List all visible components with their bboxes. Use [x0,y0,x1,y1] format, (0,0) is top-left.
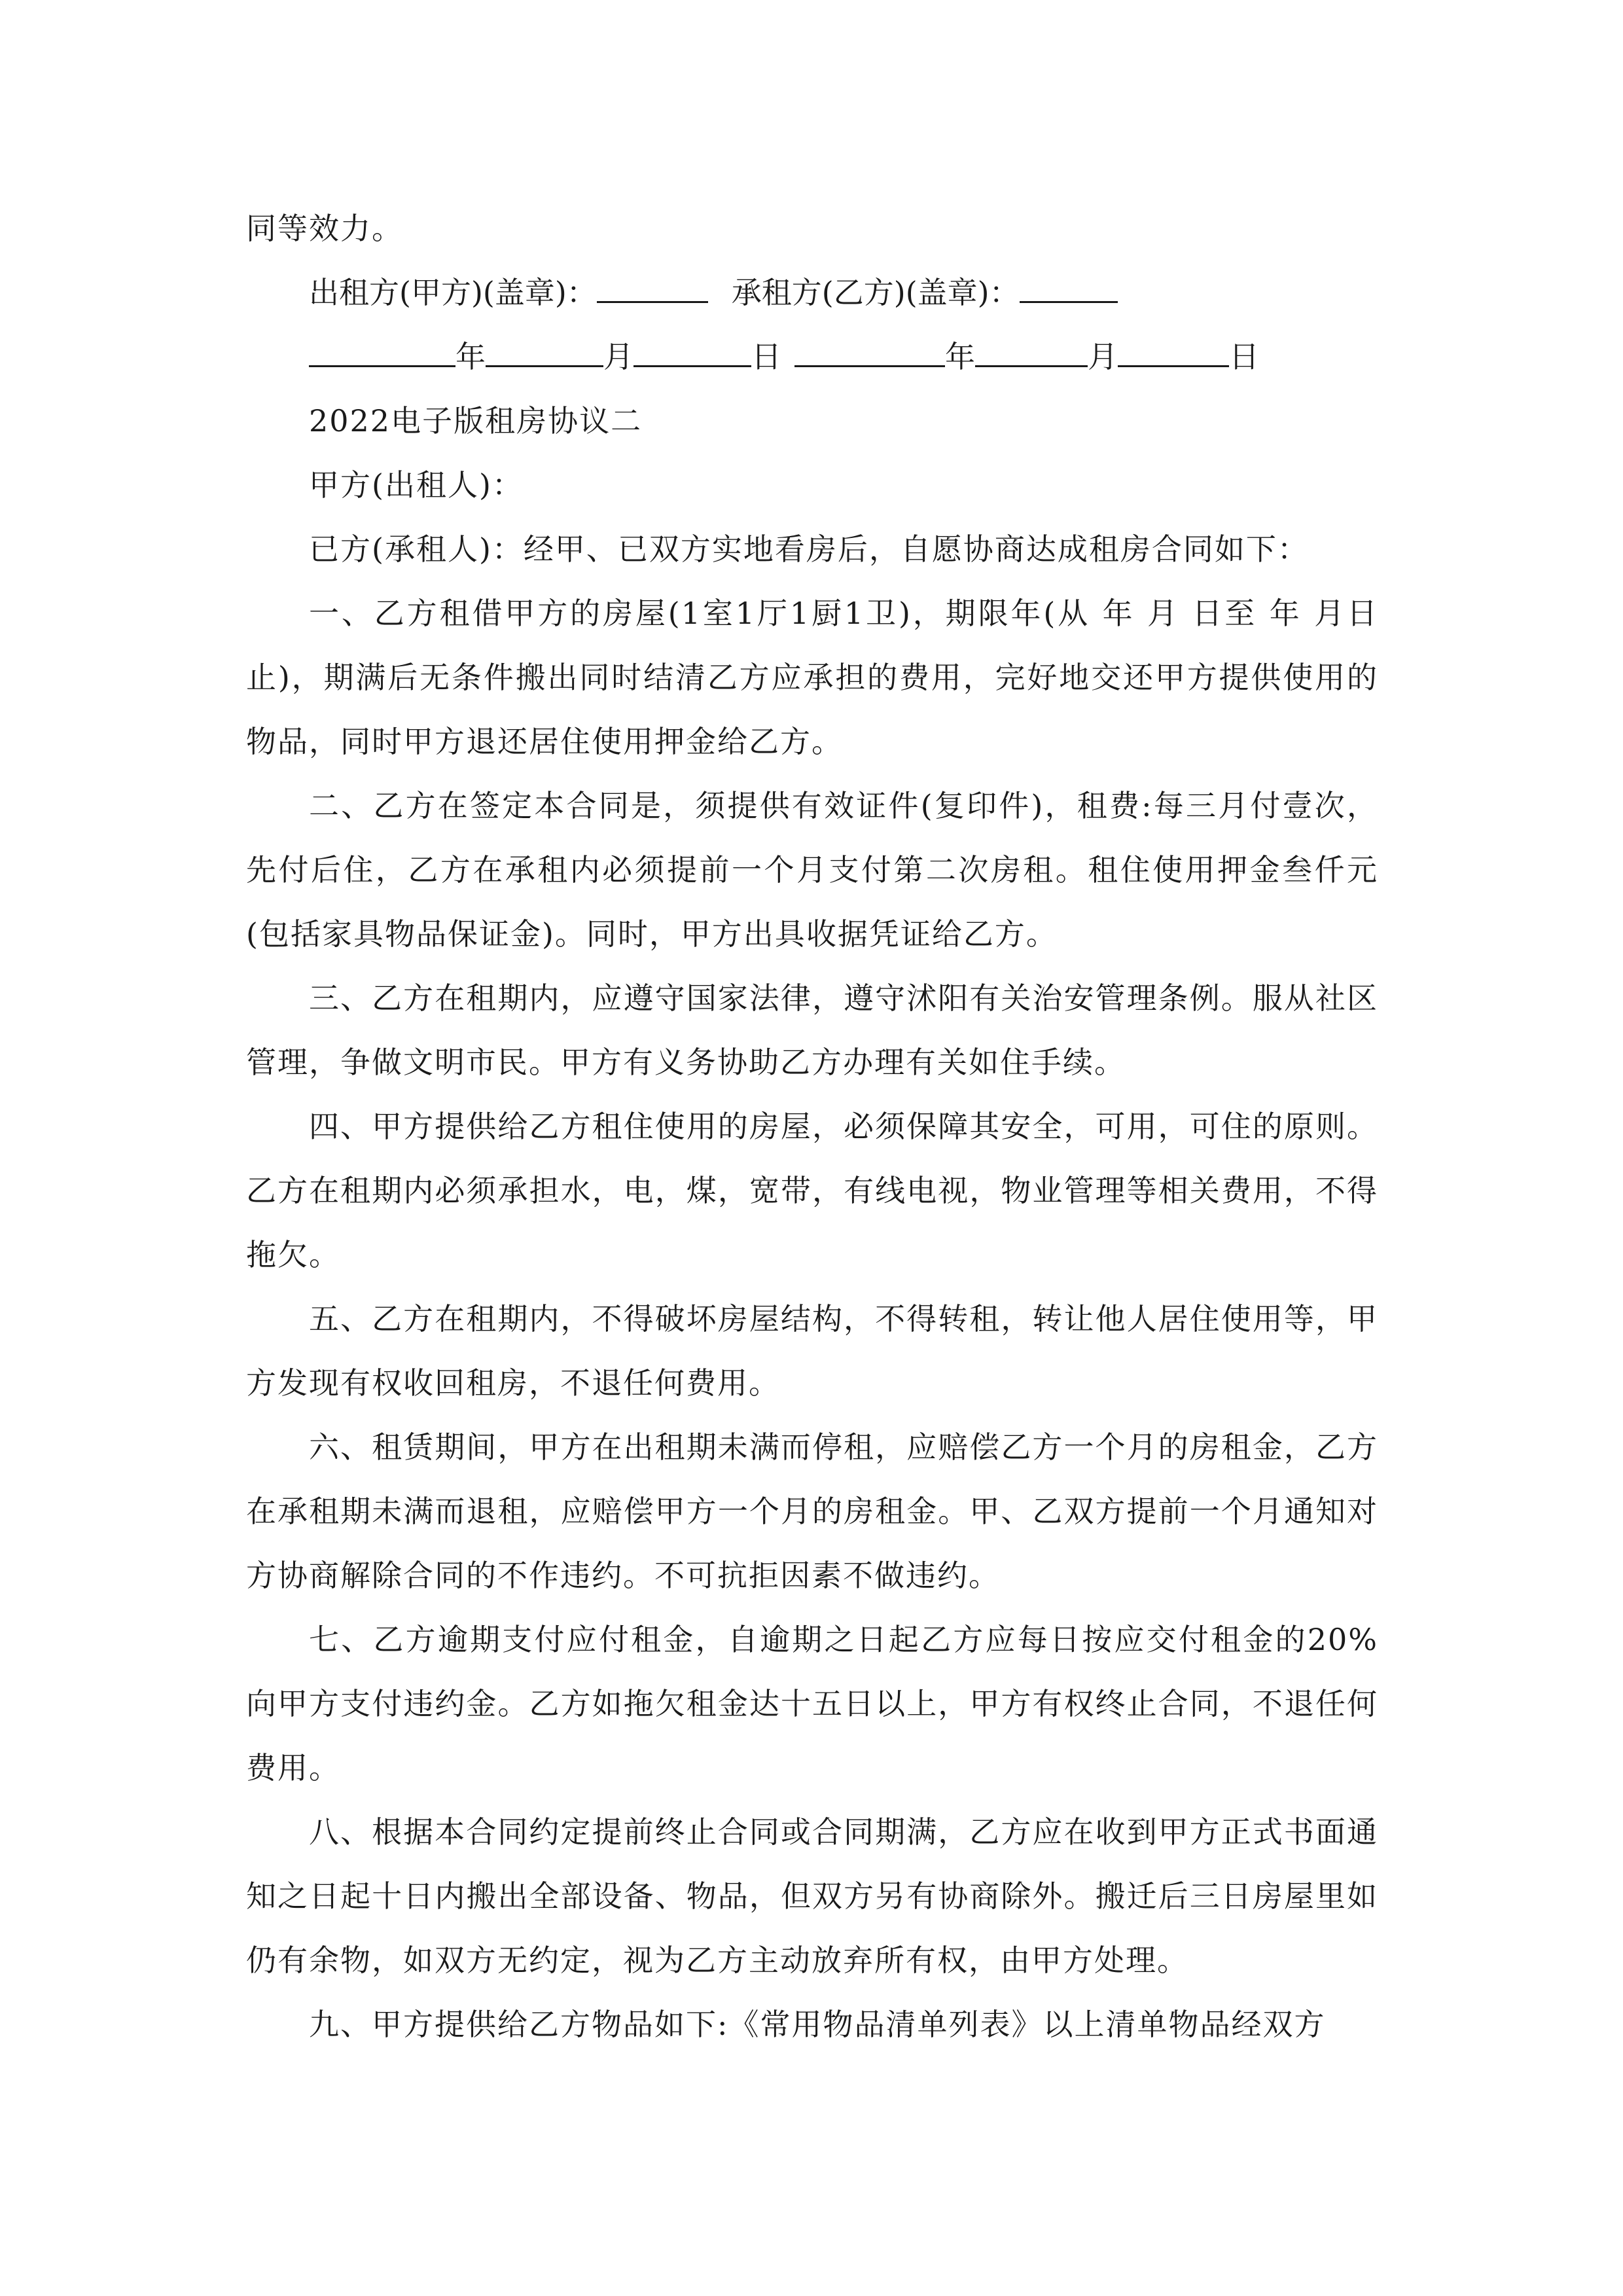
lessee-day-label: 日 [1229,339,1259,374]
lessee-month-blank [975,339,1088,367]
lessor-day-label: 日 [751,339,781,374]
party-b-line: 已方(承租人)：经甲、已双方实地看房后，自愿协商达成租房合同如下： [309,531,1309,567]
document-page [246,196,1378,2056]
lessee-day-blank [1118,339,1229,367]
clause-4: 四、甲方提供给乙方租住使用的房屋，必须保障其安全，可用，可住的原则。乙方在租期内必须承担水，电，煤，宽带，有线电视，物业管理等相关费用，不得拖欠。 [246,1109,1378,1272]
lessee-signature-blank [1020,275,1118,303]
lessor-month-blank [486,339,603,367]
clause-8: 八、根据本合同约定提前终止合同或合同期满，乙方应在收到甲方正式书面通知之日起十日内搬出全部设备、物品，但双方另有协商除外。搬迁后三日房屋里如仍有余物，如双方无约定，视为乙方主动放弃所有权，由甲方处理。 [246,1814,1378,1978]
lessor-year-label: 年 [455,339,486,374]
lessor-year-blank [309,339,455,367]
date-line [246,325,1378,389]
lessee-month-label: 月 [1088,339,1118,374]
clause-9: 九、甲方提供给乙方物品如下:《常用物品清单列表》以上清单物品经双方 [309,2007,1326,2042]
lessee-year-blank [794,339,945,367]
clause-5: 五、乙方在租期内，不得破坏房屋结构，不得转租，转让他人居住使用等，甲方发现有权收回租房，不退任何费用。 [246,1301,1378,1401]
continued-text: 同等效力。 [246,211,403,246]
clause-3: 三、乙方在租期内，应遵守国家法律，遵守沭阳有关治安管理条例。服从社区管理，争做文明市民。甲方有义务协助乙方办理有关如住手续。 [246,980,1378,1080]
clause-1: 一、乙方租借甲方的房屋(1室1厅1厨1卫)，期限年(从 年 月 日至 年 月日止)，期满后无条件搬出同时结清乙方应承担的费用，完好地交还甲方提供使用的物品，同时甲方退还居住使用押金给乙方。 [246,596,1379,759]
clause-2: 二、乙方在签定本合同是，须提供有效证件(复印件)，租费:每三月付壹次，先付后住，乙方在承租内必须提前一个月支付第二次房租。租住使用押金叁仟元(包括家具物品保证金)。同时，甲方出具收据凭证给乙方。 [246,788,1378,952]
lessor-signature-label: 出租方(甲方)(盖章)： [309,275,597,310]
clause-7: 七、乙方逾期支付应付租金，自逾期之日起乙方应每日按应交付租金的20%向甲方支付违约金。乙方如拖欠租金达十五日以上，甲方有权终止合同，不退任何费用。 [246,1622,1378,1785]
lessee-signature-label: 承租方(乙方)(盖章)： [731,275,1020,310]
lessor-signature-blank [597,275,708,303]
lessee-year-label: 年 [945,339,975,374]
lessor-day-blank [633,339,751,367]
party-a-line: 甲方(出租人)： [309,467,524,503]
document-heading: 2022电子版租房协议二 [309,403,643,439]
lessor-month-label: 月 [603,339,633,374]
signature-line [246,260,1378,325]
clause-6: 六、租赁期间，甲方在出租期未满而停租，应赔偿乙方一个月的房租金，乙方在承租期未满而退租，应赔偿甲方一个月的房租金。甲、乙双方提前一个月通知对方协商解除合同的不作违约。不可抗拒因素不做违约。 [246,1429,1378,1593]
